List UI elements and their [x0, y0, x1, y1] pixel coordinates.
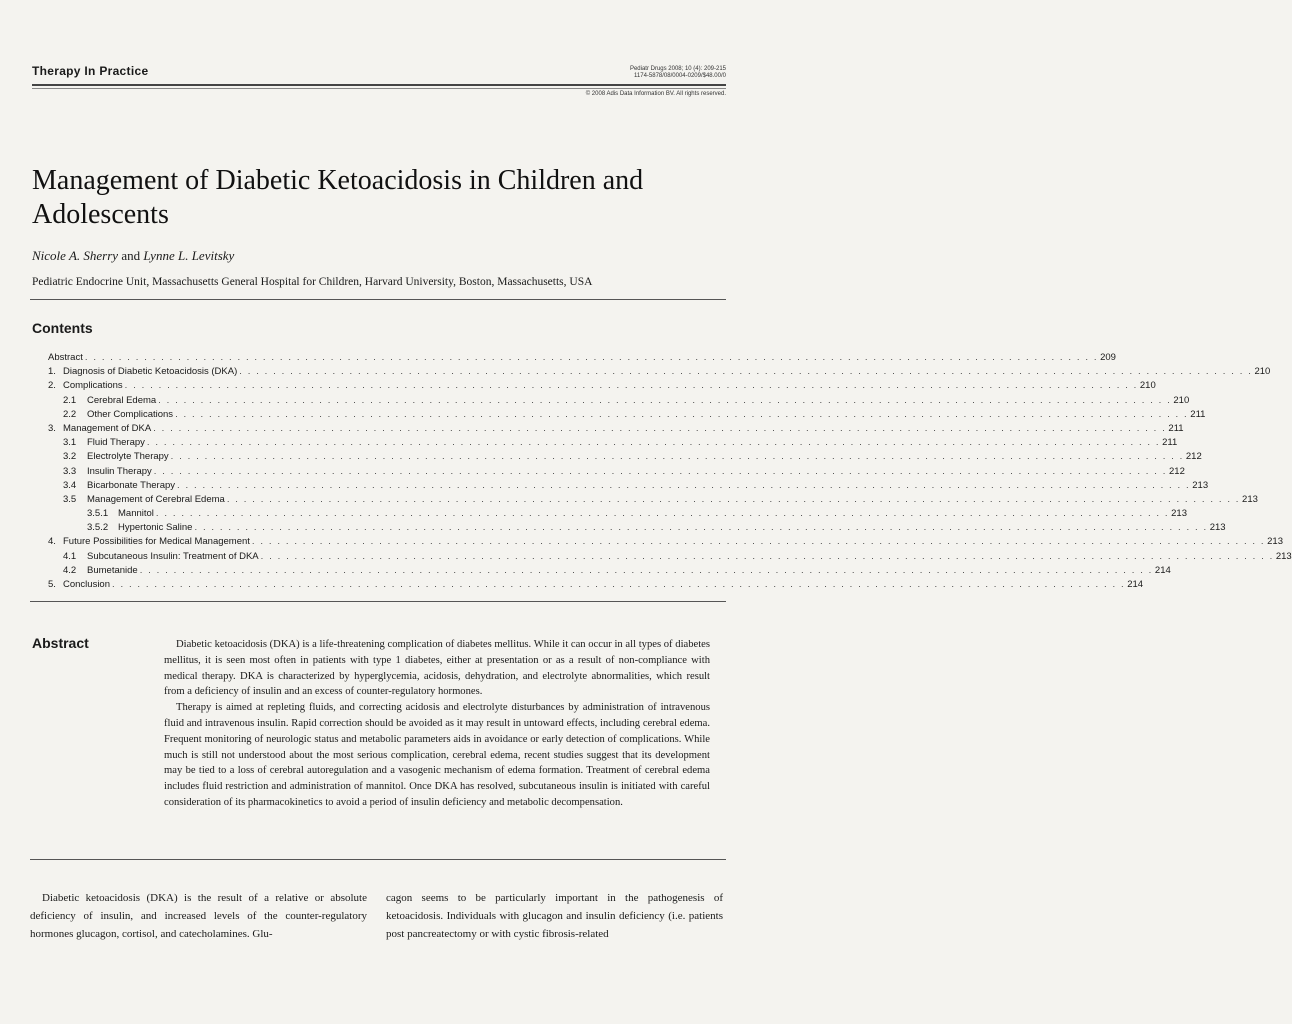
toc-page-number: 212 — [1169, 465, 1185, 477]
toc-label: Management of DKA — [63, 422, 152, 434]
author-1: Nicole A. Sherry — [32, 248, 119, 263]
author-line — [32, 248, 234, 264]
header-rule — [32, 84, 726, 86]
toc-label: Abstract — [48, 352, 83, 363]
abstract-heading: Abstract — [32, 635, 89, 651]
toc-entry[interactable] — [48, 422, 1184, 436]
header-rule-thin — [32, 88, 726, 89]
toc-page-number: 214 — [1127, 579, 1144, 590]
toc-leader-dots: . . . . . . . . . . . . . . . . . . . . . . . . . . . . . . . . . . . . . . . . . . . . . . . . . . . . . . . . . . . . . . . . . . . . . . . . . . . . . . . . . . . . . . . . . . . . . . . . . . . . . . . . . . . . . . . . . . . . . . . . — [260, 550, 1274, 562]
series-title: Therapy In Practice — [32, 64, 149, 78]
toc-page-number: 209 — [1100, 352, 1116, 363]
toc-page-number: 214 — [1154, 564, 1171, 576]
toc-label: Future Possibilities for Medical Management — [63, 536, 250, 548]
toc-leader-dots: . . . . . . . . . . . . . . . . . . . . . . . . . . . . . . . . . . . . . . . . . . . . . . . . . . . . . . . . . . . . . . . . . . . . . . . . . . . . . . . . . . . . . . . . . . . . . . . . . . . . . . . . . . . . . . . . . . . . . . . . — [194, 522, 1208, 534]
toc-label: Insulin Therapy — [87, 465, 152, 477]
toc-entry[interactable] — [48, 535, 1283, 549]
abstract-paragraph: Diabetic ketoacidosis (DKA) is a life-threatening complication of diabetes mellitus. While it can occur in all types of diabetes mellitus, it is seen most often in patients with type 1 diabetes, either at presentation or as a result of non-compliance with medical therapy. DKA is characterized by hyperglycemia, acidosis, dehydration, and electrolyte abnormalities, which result from a deficiency of insulin and an excess of counter-regulatory hormones. — [164, 639, 710, 698]
section-divider — [30, 299, 726, 300]
toc-leader-dots: . . . . . . . . . . . . . . . . . . . . . . . . . . . . . . . . . . . . . . . . . . . . . . . . . . . . . . . . . . . . . . . . . . . . . . . . . . . . . . . . . . . . . . . . . . . . . . . . . . . . . . . . . . . . . . . . . . . . . . . . — [177, 479, 1191, 491]
toc-number: 2.2 — [63, 408, 77, 420]
affiliation: Pediatric Endocrine Unit, Massachusetts General Hospital for Children, Harvard University, Boston, Massachusetts, USA — [32, 276, 593, 288]
toc-number: 3.3 — [63, 465, 77, 477]
body-paragraph: Diabetic ketoacidosis (DKA) is the result of a relative or absolute deficiency of insulin, and increased levels of the counter-regulatory hormones glucagon, cortisol, and catecholamines. Glu- — [30, 892, 367, 940]
toc-entry[interactable] — [48, 550, 1292, 564]
toc-leader-dots: . . . . . . . . . . . . . . . . . . . . . . . . . . . . . . . . . . . . . . . . . . . . . . . . . . . . . . . . . . . . . . . . . . . . . . . . . . . . . . . . . . . . . . . . . . . . . . . . . . . . . . . . . . . . . . . . . . . . . . . . — [239, 366, 1253, 378]
toc-number: 3.5.2 — [87, 522, 109, 534]
toc-label: Bumetanide — [87, 564, 138, 576]
body-paragraph: cagon seems to be particularly important in the pathogenesis of ketoacidosis. Individuals with glucagon and insulin deficiency (i.e. patients post pancreatectomy or with cystic fibrosis-related — [386, 892, 723, 940]
toc-number: 4. — [48, 536, 56, 548]
toc-page-number: 213 — [1242, 493, 1258, 505]
toc-page-number: 211 — [1168, 422, 1184, 434]
toc-number: 3.4 — [63, 479, 77, 491]
toc-leader-dots: . . . . . . . . . . . . . . . . . . . . . . . . . . . . . . . . . . . . . . . . . . . . . . . . . . . . . . . . . . . . . . . . . . . . . . . . . . . . . . . . . . . . . . . . . . . . . . . . . . . . . . . . . . . . . . . . . . . . . . . . — [146, 437, 1161, 449]
toc-leader-dots: . . . . . . . . . . . . . . . . . . . . . . . . . . . . . . . . . . . . . . . . . . . . . . . . . . . . . . . . . . . . . . . . . . . . . . . . . . . . . . . . . . . . . . . . . . . . . . . . . . . . . . . . . . . . . . . . . . . . . . . . — [226, 493, 1241, 505]
toc-leader-dots: . . . . . . . . . . . . . . . . . . . . . . . . . . . . . . . . . . . . . . . . . . . . . . . . . . . . . . . . . . . . . . . . . . . . . . . . . . . . . . . . . . . . . . . . . . . . . . . . . . . . . . . . . . . . . . . . . . . . . . . . — [153, 465, 1167, 477]
toc-page-number: 212 — [1185, 451, 1202, 463]
toc-label: Hypertonic Saline — [118, 522, 193, 534]
toc-number: 4.1 — [63, 550, 77, 562]
toc-leader-dots: . . . . . . . . . . . . . . . . . . . . . . . . . . . . . . . . . . . . . . . . . . . . . . . . . . . . . . . . . . . . . . . . . . . . . . . . . . . . . . . . . . . . . . . . . . . . . . . . . . . . . . . . . . . . . . . . . . . . . . . . — [155, 508, 1170, 520]
toc-number: 2. — [48, 380, 56, 392]
toc-entry[interactable] — [48, 493, 1258, 507]
toc-entry[interactable] — [48, 521, 1226, 535]
body-column-right — [386, 889, 723, 943]
article-title: Management of Diabetic Ketoacidosis in Children and Adolescents — [32, 165, 644, 230]
toc-number: 1. — [48, 366, 56, 378]
toc-leader-dots: . . . . . . . . . . . . . . . . . . . . . . . . . . . . . . . . . . . . . . . . . . . . . . . . . . . . . . . . . . . . . . . . . . . . . . . . . . . . . . . . . . . . . . . . . . . . . . . . . . . . . . . . . . . . . . . . . . . . . . . . — [158, 394, 1172, 406]
toc-page-number: 213 — [1192, 479, 1209, 491]
toc-label: Other Complications — [87, 408, 174, 420]
toc-entry[interactable] — [48, 351, 1116, 365]
toc-label: Cerebral Edema — [87, 394, 157, 406]
toc-label: Management of Cerebral Edema — [87, 493, 225, 505]
toc-number: 3.2 — [63, 451, 77, 463]
toc-entry[interactable] — [48, 450, 1202, 464]
toc-page-number: 211 — [1190, 408, 1206, 420]
section-divider — [30, 601, 726, 602]
toc-leader-dots: . . . . . . . . . . . . . . . . . . . . . . . . . . . . . . . . . . . . . . . . . . . . . . . . . . . . . . . . . . . . . . . . . . . . . . . . . . . . . . . . . . . . . . . . . . . . . . . . . . . . . . . . . . . . . . . . . . . . . . . . — [124, 380, 1138, 392]
toc-entry[interactable] — [48, 365, 1271, 379]
toc-page-number: 213 — [1275, 550, 1292, 562]
toc-entry[interactable] — [48, 479, 1209, 493]
toc-page-number: 213 — [1209, 522, 1226, 534]
abstract-body — [164, 637, 710, 811]
toc-label: Subcutaneous Insulin: Treatment of DKA — [87, 550, 259, 562]
journal-citation: Pediatr Drugs 2008; 10 (4): 209-215 — [629, 66, 726, 72]
body-column-left — [30, 889, 367, 943]
toc-label: Mannitol — [118, 508, 154, 520]
toc-leader-dots: . . . . . . . . . . . . . . . . . . . . . . . . . . . . . . . . . . . . . . . . . . . . . . . . . . . . . . . . . . . . . . . . . . . . . . . . . . . . . . . . . . . . . . . . . . . . . . . . . . . . . . . . . . . . . . . . . . . . . . . . — [153, 422, 1167, 434]
toc-leader-dots: . . . . . . . . . . . . . . . . . . . . . . . . . . . . . . . . . . . . . . . . . . . . . . . . . . . . . . . . . . . . . . . . . . . . . . . . . . . . . . . . . . . . . . . . . . . . . . . . . . . . . . . . . . . . . . . . . . . . . . . . — [251, 536, 1266, 548]
section-divider — [30, 859, 726, 860]
toc-label: Fluid Therapy — [87, 437, 145, 449]
toc-number: 4.2 — [63, 564, 77, 576]
toc-leader-dots: . . . . . . . . . . . . . . . . . . . . . . . . . . . . . . . . . . . . . . . . . . . . . . . . . . . . . . . . . . . . . . . . . . . . . . . . . . . . . . . . . . . . . . . . . . . . . . . . . . . . . . . . . . . . . . . . . . . . . . . . — [112, 579, 1126, 590]
toc-page-number: 210 — [1173, 394, 1190, 406]
author-2: Lynne L. Levitsky — [143, 248, 235, 263]
toc-label: Electrolyte Therapy — [87, 451, 169, 463]
copyright-notice: © 2008 Adis Data Information BV. All rights reserved. — [585, 91, 726, 97]
citation-block — [630, 66, 726, 80]
toc-entry[interactable] — [48, 394, 1190, 408]
contents-heading: Contents — [32, 320, 93, 336]
toc-entry[interactable] — [48, 436, 1178, 450]
toc-page-number: 211 — [1162, 437, 1178, 449]
table-of-contents — [48, 351, 1292, 592]
toc-label: Conclusion — [63, 579, 110, 590]
article-code: 1174-5878/08/0004-0209/$48.00/0 — [634, 73, 726, 79]
toc-page-number: 213 — [1267, 536, 1283, 548]
toc-page-number: 213 — [1171, 508, 1187, 520]
toc-page-number: 210 — [1254, 366, 1271, 378]
toc-leader-dots: . . . . . . . . . . . . . . . . . . . . . . . . . . . . . . . . . . . . . . . . . . . . . . . . . . . . . . . . . . . . . . . . . . . . . . . . . . . . . . . . . . . . . . . . . . . . . . . . . . . . . . . . . . . . . . . . . . . . . . . . — [139, 564, 1153, 576]
toc-leader-dots: . . . . . . . . . . . . . . . . . . . . . . . . . . . . . . . . . . . . . . . . . . . . . . . . . . . . . . . . . . . . . . . . . . . . . . . . . . . . . . . . . . . . . . . . . . . . . . . . . . . . . . . . . . . . . . . . . . . . . . . . — [170, 451, 1184, 463]
author-conjunction: and — [121, 248, 141, 263]
toc-entry[interactable] — [48, 578, 1144, 592]
toc-entry[interactable] — [48, 465, 1185, 479]
toc-entry[interactable] — [48, 507, 1187, 521]
toc-number: 3.5.1 — [87, 508, 109, 520]
toc-number: 3.1 — [63, 437, 77, 449]
toc-leader-dots: . . . . . . . . . . . . . . . . . . . . . . . . . . . . . . . . . . . . . . . . . . . . . . . . . . . . . . . . . . . . . . . . . . . . . . . . . . . . . . . . . . . . . . . . . . . . . . . . . . . . . . . . . . . . . . . . . . . . . . . . — [175, 408, 1189, 420]
toc-entry[interactable] — [48, 408, 1206, 422]
toc-label: Bicarbonate Therapy — [87, 479, 176, 491]
toc-number: 5. — [48, 579, 56, 590]
toc-leader-dots: . . . . . . . . . . . . . . . . . . . . . . . . . . . . . . . . . . . . . . . . . . . . . . . . . . . . . . . . . . . . . . . . . . . . . . . . . . . . . . . . . . . . . . . . . . . . . . . . . . . . . . . . . . . . . . . . . . . . . . . . — [84, 352, 1099, 363]
toc-number: 2.1 — [63, 394, 77, 406]
toc-entry[interactable] — [48, 564, 1171, 578]
toc-label: Diagnosis of Diabetic Ketoacidosis (DKA) — [63, 366, 238, 378]
toc-page-number: 210 — [1139, 380, 1156, 392]
toc-label: Complications — [63, 380, 123, 392]
abstract-paragraph: Therapy is aimed at repleting fluids, and correcting acidosis and electrolyte disturbances by administration of intravenous fluid and intravenous insulin. Rapid correction should be avoided as it may result in untoward effects, including cerebral edema. Frequent monitoring of neurologic status and metabolic parameters aids in avoidance or early detection of complications. While much is still not understood about the most serious complication, cerebral edema, recent studies suggest that its development may be tied to a loss of cerebral autoregulation and a vasogenic mechanism of edema formation. Treatment of cerebral edema includes fluid restriction and administration of mannitol. Once DKA has resolved, subcutaneous insulin is initiated with careful consideration of its pharmacokinetics to avoid a period of insulin deficiency and metabolic decompensation. — [164, 702, 710, 808]
toc-number: 3.5 — [63, 493, 77, 505]
toc-number: 3. — [48, 422, 56, 434]
toc-entry[interactable] — [48, 379, 1156, 393]
